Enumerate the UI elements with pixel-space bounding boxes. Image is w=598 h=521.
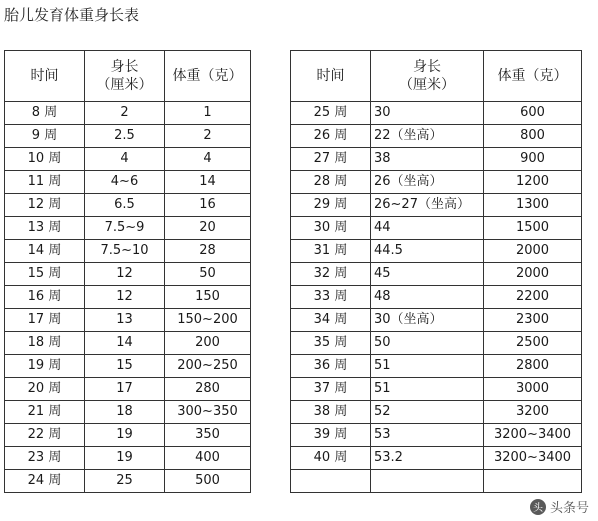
table-row [291, 240, 582, 263]
cell-weight: 16 [165, 194, 251, 217]
cell-weight: 2200 [484, 286, 582, 309]
header-length-line2: （厘米） [399, 77, 455, 93]
cell-length: 50 [371, 332, 484, 355]
table-row [5, 378, 251, 401]
watermark-text: 头条号 [549, 501, 589, 516]
cell-week: 12 周 [5, 194, 85, 217]
right-growth-table [290, 50, 582, 493]
cell-weight: 300~350 [165, 401, 251, 424]
cell-length: 45 [371, 263, 484, 286]
cell-length: 22（坐高） [371, 125, 484, 148]
cell-week: 26 周 [291, 125, 371, 148]
cell-week: 11 周 [5, 171, 85, 194]
cell-weight: 150 [165, 286, 251, 309]
cell-weight: 1500 [484, 217, 582, 240]
cell-length: 7.5~10 [85, 240, 165, 263]
table-row [291, 217, 582, 240]
cell-weight: 50 [165, 263, 251, 286]
cell-length: 30 [371, 102, 484, 125]
cell-weight: 14 [165, 171, 251, 194]
table-row [5, 102, 251, 125]
cell-week: 15 周 [5, 263, 85, 286]
toutiao-logo-icon: 头 [530, 499, 546, 515]
cell-week: 23 周 [5, 447, 85, 470]
table-row [5, 401, 251, 424]
header-time: 时间 [291, 51, 371, 102]
cell-weight: 2000 [484, 240, 582, 263]
cell-length [371, 470, 484, 493]
table-row [291, 171, 582, 194]
cell-length: 19 [85, 447, 165, 470]
cell-length: 53.2 [371, 447, 484, 470]
cell-week: 36 周 [291, 355, 371, 378]
table-row [5, 309, 251, 332]
cell-week: 24 周 [5, 470, 85, 493]
cell-weight: 800 [484, 125, 582, 148]
cell-weight: 2500 [484, 332, 582, 355]
cell-weight: 500 [165, 470, 251, 493]
cell-length: 13 [85, 309, 165, 332]
cell-weight: 28 [165, 240, 251, 263]
cell-week: 34 周 [291, 309, 371, 332]
cell-length: 2 [85, 102, 165, 125]
cell-week: 9 周 [5, 125, 85, 148]
header-length-line1: 身长 [110, 59, 139, 75]
cell-week: 8 周 [5, 102, 85, 125]
table-row [291, 263, 582, 286]
cell-week: 25 周 [291, 102, 371, 125]
table-row [291, 309, 582, 332]
cell-length: 6.5 [85, 194, 165, 217]
cell-length: 52 [371, 401, 484, 424]
table-row [291, 286, 582, 309]
cell-length: 4~6 [85, 171, 165, 194]
table-row [5, 355, 251, 378]
cell-weight: 1200 [484, 171, 582, 194]
table-header-row [291, 51, 582, 102]
cell-weight: 900 [484, 148, 582, 171]
table-row [5, 470, 251, 493]
cell-week: 21 周 [5, 401, 85, 424]
cell-week: 32 周 [291, 263, 371, 286]
table-row [5, 240, 251, 263]
cell-length: 38 [371, 148, 484, 171]
cell-weight: 350 [165, 424, 251, 447]
table-row [5, 447, 251, 470]
table-row [5, 424, 251, 447]
cell-weight: 600 [484, 102, 582, 125]
cell-length: 44.5 [371, 240, 484, 263]
cell-length: 30（坐高） [371, 309, 484, 332]
cell-weight: 20 [165, 217, 251, 240]
cell-week: 18 周 [5, 332, 85, 355]
table-row [291, 102, 582, 125]
cell-length: 12 [85, 263, 165, 286]
left-growth-table [4, 50, 251, 493]
cell-length: 25 [85, 470, 165, 493]
table-row [5, 125, 251, 148]
header-length [371, 51, 484, 102]
cell-week: 33 周 [291, 286, 371, 309]
cell-length: 19 [85, 424, 165, 447]
cell-week: 17 周 [5, 309, 85, 332]
cell-weight: 2 [165, 125, 251, 148]
table-row [5, 148, 251, 171]
cell-week: 30 周 [291, 217, 371, 240]
cell-length: 48 [371, 286, 484, 309]
cell-week [291, 470, 371, 493]
cell-weight [484, 470, 582, 493]
cell-week: 19 周 [5, 355, 85, 378]
cell-weight: 3200 [484, 401, 582, 424]
table-row [291, 332, 582, 355]
cell-weight: 2300 [484, 309, 582, 332]
cell-week: 31 周 [291, 240, 371, 263]
cell-week: 22 周 [5, 424, 85, 447]
cell-length: 18 [85, 401, 165, 424]
table-row [291, 470, 582, 493]
cell-weight: 150~200 [165, 309, 251, 332]
cell-weight: 280 [165, 378, 251, 401]
cell-length: 15 [85, 355, 165, 378]
table-row [5, 171, 251, 194]
cell-length: 7.5~9 [85, 217, 165, 240]
cell-week: 10 周 [5, 148, 85, 171]
header-length-line1: 身长 [413, 59, 441, 75]
header-length [85, 51, 165, 102]
header-weight: 体重（克） [484, 51, 582, 102]
cell-week: 38 周 [291, 401, 371, 424]
table-row [5, 263, 251, 286]
cell-weight: 4 [165, 148, 251, 171]
cell-week: 14 周 [5, 240, 85, 263]
table-row [291, 447, 582, 470]
cell-length: 26（坐高） [371, 171, 484, 194]
cell-length: 51 [371, 355, 484, 378]
header-time: 时间 [5, 51, 85, 102]
cell-weight: 2000 [484, 263, 582, 286]
cell-weight: 200 [165, 332, 251, 355]
table-row [291, 378, 582, 401]
cell-week: 28 周 [291, 171, 371, 194]
cell-weight: 3200~3400 [484, 447, 582, 470]
header-weight: 体重（克） [165, 51, 251, 102]
cell-week: 20 周 [5, 378, 85, 401]
cell-weight: 1 [165, 102, 251, 125]
cell-weight: 3200~3400 [484, 424, 582, 447]
table-row [291, 125, 582, 148]
cell-weight: 200~250 [165, 355, 251, 378]
table-row [5, 217, 251, 240]
cell-weight: 1300 [484, 194, 582, 217]
cell-length: 44 [371, 217, 484, 240]
cell-weight: 3000 [484, 378, 582, 401]
cell-length: 17 [85, 378, 165, 401]
watermark [527, 496, 592, 517]
cell-week: 13 周 [5, 217, 85, 240]
cell-length: 4 [85, 148, 165, 171]
cell-week: 16 周 [5, 286, 85, 309]
cell-week: 39 周 [291, 424, 371, 447]
table-row [5, 286, 251, 309]
cell-length: 2.5 [85, 125, 165, 148]
cell-week: 40 周 [291, 447, 371, 470]
cell-length: 14 [85, 332, 165, 355]
table-row [291, 355, 582, 378]
table-row [5, 332, 251, 355]
table-row [291, 194, 582, 217]
header-length-line2: （厘米） [96, 77, 153, 93]
page-title: 胎儿发育体重身长表 [4, 6, 140, 24]
cell-weight: 2800 [484, 355, 582, 378]
cell-week: 29 周 [291, 194, 371, 217]
table-row [291, 148, 582, 171]
cell-week: 27 周 [291, 148, 371, 171]
cell-length: 26~27（坐高） [371, 194, 484, 217]
cell-length: 12 [85, 286, 165, 309]
cell-length: 51 [371, 378, 484, 401]
table-header-row [5, 51, 251, 102]
table-row [291, 424, 582, 447]
cell-week: 37 周 [291, 378, 371, 401]
cell-weight: 400 [165, 447, 251, 470]
table-row [291, 401, 582, 424]
table-row [5, 194, 251, 217]
cell-length: 53 [371, 424, 484, 447]
cell-week: 35 周 [291, 332, 371, 355]
